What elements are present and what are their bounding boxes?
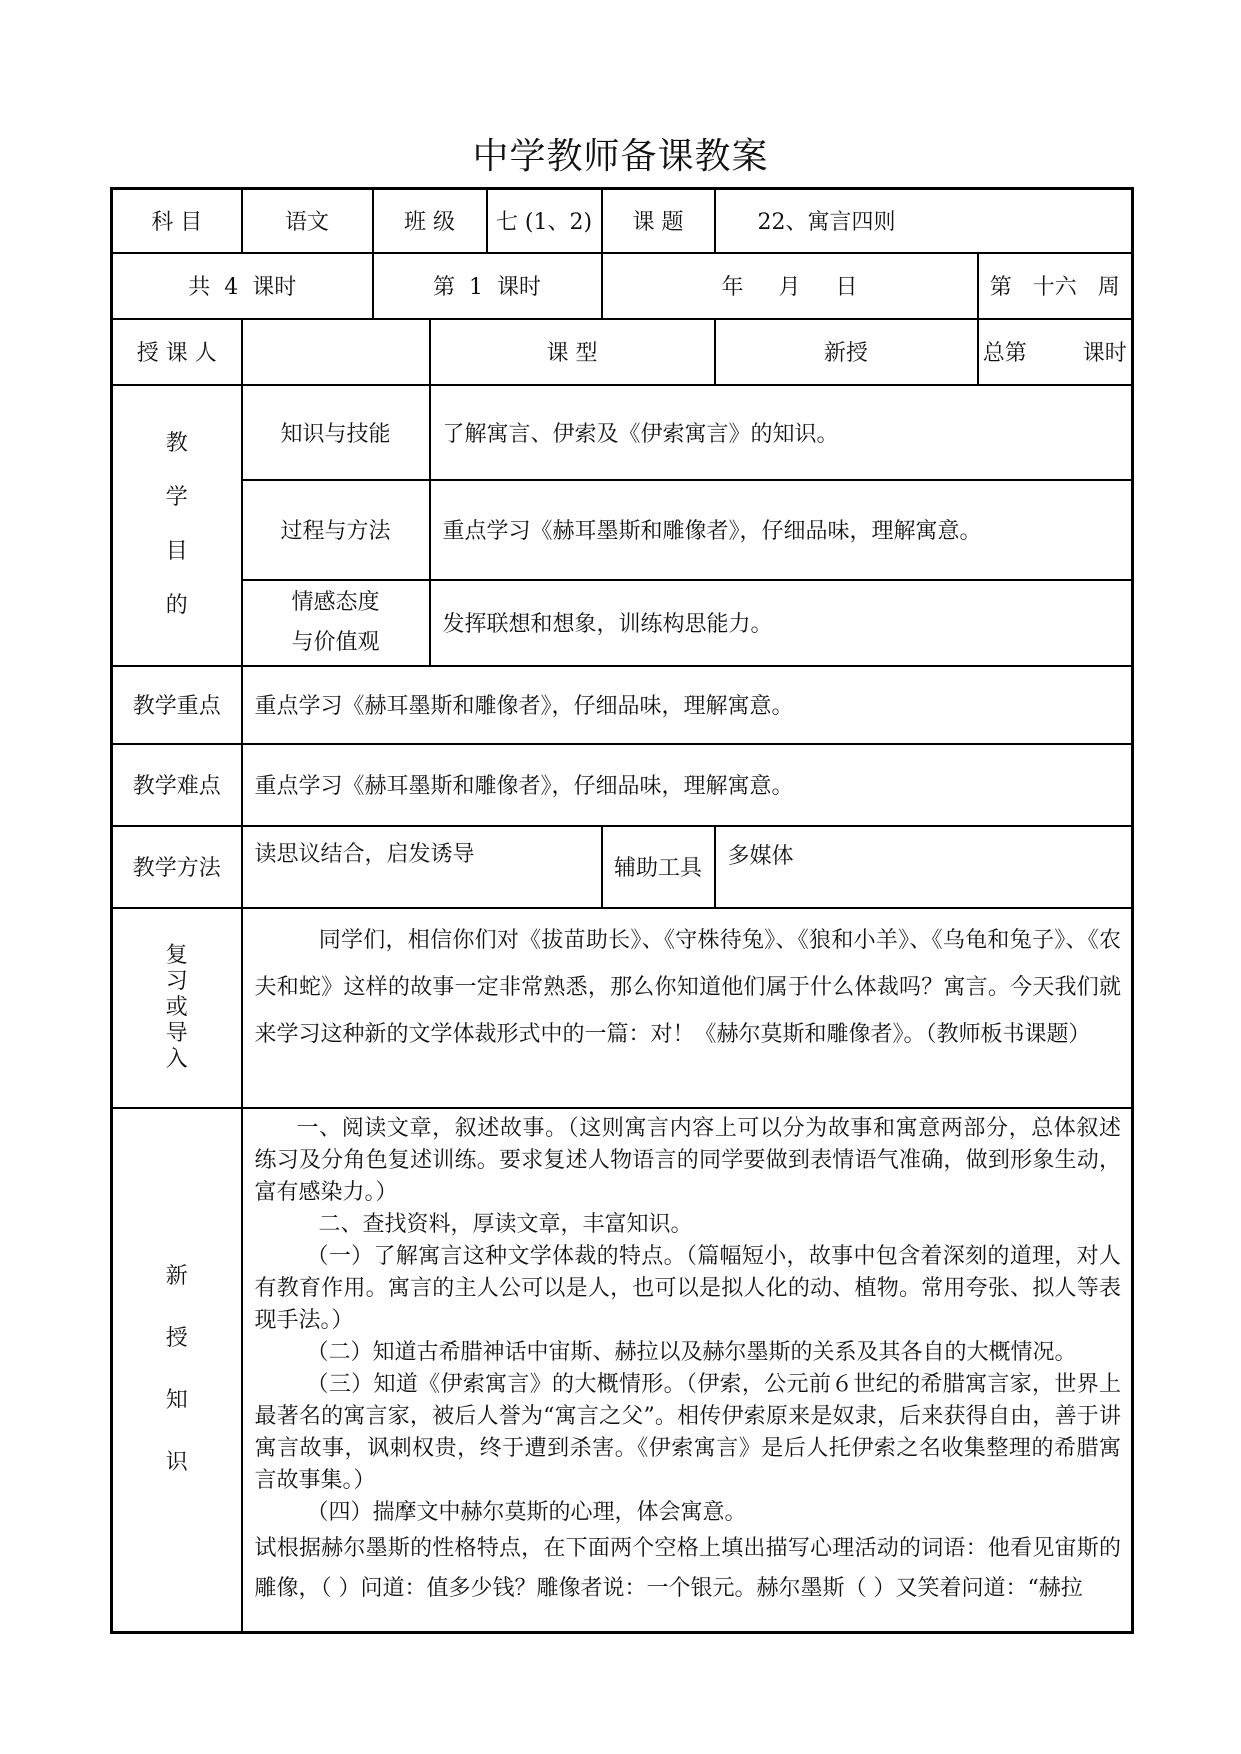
lesson-plan-table [110, 187, 1134, 1634]
new-knowledge-p5: （三）知道《伊索寓言》的大概情形。（伊索，公元前６世纪的希腊寓言家，世界上最著名的寓言家，被后人誉为“寓言之父”。相传伊索原来是奴隶，后来获得自由，善于讲寓言故事，讽刺权贵，终于遭到杀害。《伊索寓言》是后人托伊索之名收集整理的希腊寓言故事集。） [254, 1371, 1121, 1493]
new-knowledge-label: 新 授 知 识 [112, 1108, 242, 1633]
header-row-2 [112, 253, 1133, 319]
new-knowledge-p7: 试根据赫尔墨斯的性格特点，在下面两个空格上填出描写心理活动的词语：他看见宙斯的雕像，（ ）问道：值多少钱？雕像者说：一个银元。赫尔墨斯（ ）又笑着问道：“赫拉 [254, 1535, 1121, 1601]
method-value: 读思议结合，启发诱导 [242, 826, 602, 908]
teacher-value [242, 319, 430, 385]
emotion-label: 情感态度 与价值观 [242, 580, 430, 666]
topic-label: 课 题 [602, 189, 715, 253]
new-knowledge-p1: 一、阅读文章，叙述故事。（这则寓言内容上可以分为故事和寓意两部分，总体叙述练习及分角色复述训练。要求复述人物语言的同学要做到表情语气准确，做到形象生动，富有感染力。） [254, 1115, 1121, 1205]
new-knowledge-text [242, 1108, 1133, 1633]
new-knowledge-p2: 二、查找资料，厚读文章，丰富知识。 [318, 1211, 693, 1237]
page-title: 中学教师备课教案 [472, 136, 769, 177]
objective-emotion-row [112, 580, 1133, 666]
total-hours: 共 4 课时 [112, 253, 373, 319]
lesson-type-label: 课 型 [430, 319, 715, 385]
subject-label: 科 目 [112, 189, 242, 253]
objective-knowledge-row [112, 385, 1133, 480]
key-point-value: 重点学习《赫耳墨斯和雕像者》，仔细品味，理解寓意。 [242, 666, 1133, 744]
week-field: 第 十六 周 [978, 253, 1133, 319]
process-label: 过程与方法 [242, 480, 430, 580]
lesson-type-value: 新授 [715, 319, 978, 385]
new-knowledge-p3: （一）了解寓言这种文学体裁的特点。（篇幅短小，故事中包含着深刻的道理，对人有教育作用。寓言的主人公可以是人，也可以是拟人化的动、植物。常用夸张、拟人等表现手法。） [254, 1243, 1121, 1333]
total-lesson-label: 总第 课时 [978, 319, 1133, 385]
process-value: 重点学习《赫耳墨斯和雕像者》，仔细品味，理解寓意。 [430, 480, 1133, 580]
emotion-value: 发挥联想和想象，训练构思能力。 [430, 580, 1133, 666]
difficulty-row [112, 744, 1133, 826]
tools-value: 多媒体 [715, 826, 1133, 908]
review-row [112, 908, 1133, 1108]
review-text: 同学们，相信你们对《拔苗助长》、《守株待兔》、《狼和小羊》、《乌龟和兔子》、《农夫和蛇》这样的故事一定非常熟悉，那么你知道他们属于什么体裁吗？寓言。今天我们就来学习这种新的文学体裁形式中的一篇：对！《赫尔莫斯和雕像者》。（教师板书课题） [242, 908, 1133, 1108]
method-label: 教学方法 [112, 826, 242, 908]
difficulty-value: 重点学习《赫耳墨斯和雕像者》，仔细品味，理解寓意。 [242, 744, 1133, 826]
class-label: 班 级 [373, 189, 487, 253]
class-value: 七 (1、2) [487, 189, 602, 253]
header-row-1 [112, 189, 1133, 253]
teacher-label: 授 课 人 [112, 319, 242, 385]
method-row [112, 826, 1133, 908]
knowledge-value: 了解寓言、伊索及《伊索寓言》的知识。 [430, 385, 1133, 480]
key-point-row [112, 666, 1133, 744]
new-knowledge-p6: （四）揣摩文中赫尔莫斯的心理，体会寓意。 [306, 1499, 747, 1525]
key-point-label: 教学重点 [112, 666, 242, 744]
header-row-3 [112, 319, 1133, 385]
difficulty-label: 教学难点 [112, 744, 242, 826]
new-knowledge-row [112, 1108, 1133, 1633]
current-hour: 第 1 课时 [373, 253, 602, 319]
review-label: 复 习 或 导 入 [112, 908, 242, 1108]
objectives-label: 教 学 目 的 [112, 385, 242, 666]
topic-value: 22、寓言四则 [715, 189, 1133, 253]
knowledge-label: 知识与技能 [242, 385, 430, 480]
subject-value: 语文 [242, 189, 373, 253]
tools-label: 辅助工具 [602, 826, 715, 908]
objective-process-row [112, 480, 1133, 580]
new-knowledge-p4: （二）知道古希腊神话中宙斯、赫拉以及赫尔墨斯的关系及其各自的大概情况。 [306, 1339, 1077, 1365]
date-field: 年 月 日 [602, 253, 978, 319]
